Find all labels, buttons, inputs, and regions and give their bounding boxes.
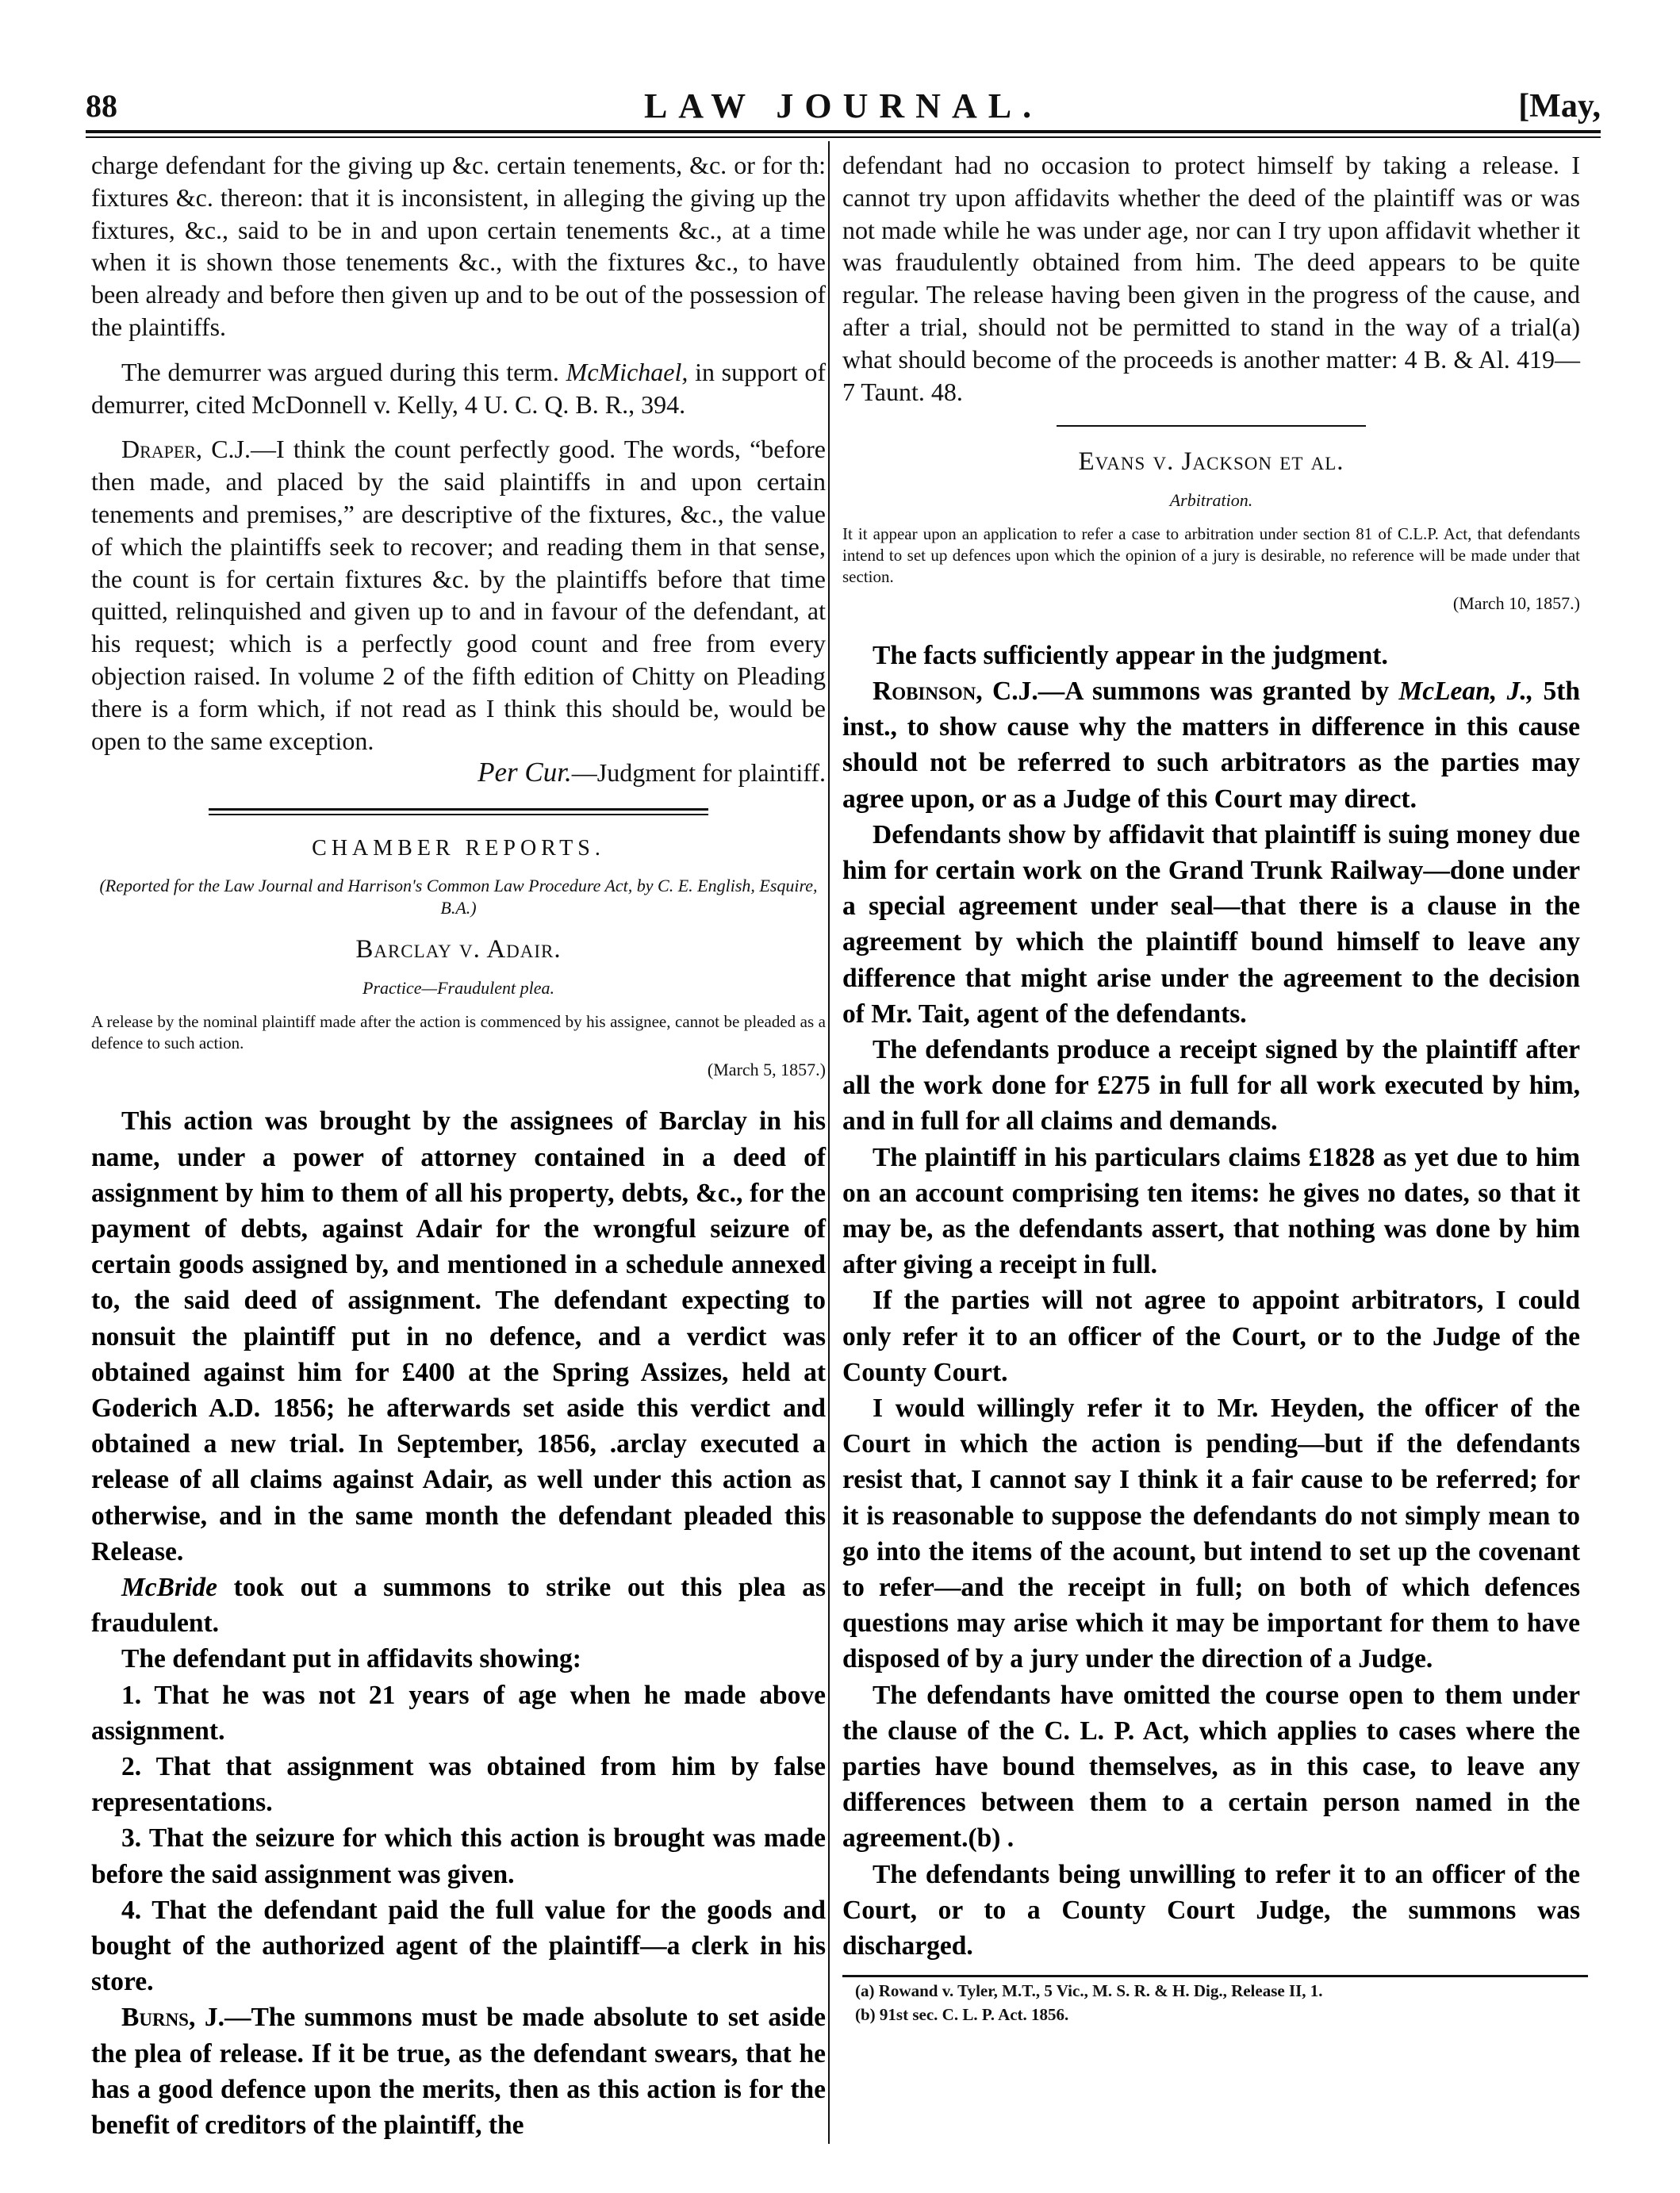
left-column [91,149,826,2143]
paragraph: The defendants being unwilling to refer it to an officer of the Court, or to a County Court Judge, the summons was discharged. [842,1859,1580,1961]
column-divider [828,141,830,2144]
paragraph: This action was brought by the assignees of Barclay in his name, under a power of attorney contained in a deed of assignment by him to them of all his property, debts, &c., for the payment of debts, against Adair for the wrongful seizure of certain goods assigned by, and mentioned in a schedule annexed to, the said deed of assignment. The defendant expecting to nonsuit the plaintiff put in no defence, and a verdict was obtained against him for £400 at the Spring Assizes, held at Goderich A.D. 1856; he afterwards set aside this verdict and obtained a new trial. In September, 1856, .arclay executed a release of all claims against Adair, as well under this action as otherwise, and in the same month the defendant pleaded this Release. [91,1106,826,1566]
issue-month: [May, [1518,88,1601,125]
case-title: Barclay v. Adair. [355,934,562,964]
right-column [842,149,1580,2028]
case-subject: Arbitration. [1169,490,1253,511]
footnote: (a) Rowand v. Tyler, M.T., 5 Vic., M. S. R. & H. Dig., Release II, 1. [855,1981,1323,2001]
paragraph: The facts sufficiently appear in the judgment. [873,640,1388,670]
judgment-paragraph: Draper, C.J.—I think the count perfectly good. The words, “before then made, and placed by the said plaintiffs in and upon certain tenements and premises,” are descriptive of the fixtures, &c., the value of which the plaintiffs seek to recover; and reading them in that sense, the count is for certain fixtures &c. by the plaintiffs before that time quitted, relinquished and given up to and in favour of the defendant, at his request; which is a perfectly good count and free from every objection raised. In volume 2 of the fifth edition of Chitty on Pleading there is a form which, if not read as I think this should be, would be open to the same exception. [91,435,827,755]
paragraph: The defendant put in affidavits showing: [121,1644,581,1674]
section-subtitle: (Reported for the Law Journal and Harrison's Common Law Procedure Act, by C. E. English, Esquire, B.A.) [99,875,818,918]
judge-name: Burns, [121,2003,196,2033]
paragraph: The defendants have omitted the course open to them under the clause of the C. L. P. Act, which applies to cases where the parties have bound themselves, as in this case, to leave any differences between them to a certain person named in the agreement.(b) . [842,1680,1580,1854]
paragraph: The plaintiff in his particulars claims £1828 as yet due to him on an account comprising ten items: he gives no dates, so that it may be, as the defendants assert, that nothing was done by him after giving a receipt in full. [842,1142,1580,1280]
list-item: 4. That the defendant paid the full value for the goods and bought of the authorized agent of the plaintiff—a clerk in his store. [91,1895,826,1997]
paragraph: If the parties will not agree to appoint arbitrators, I could only refer it to an officer of the Court, or to the Judge of the County Court. [842,1286,1580,1387]
counsel-name: McMichael, [566,357,688,386]
list-item: 3. That the seizure for which this action is brought was made before the said assignment was given. [91,1823,826,1889]
case-date: (March 5, 1857.) [707,1059,826,1079]
headnote: It it appear upon an application to refer a case to arbitration under section 81 of C.L.P. Act, that defendants intend to set up defences upon which the opinion of a jury is desirable, no reference will be made under that section. [842,523,1580,586]
list-item: 1. That he was not 21 years of age when he made above assignment. [91,1680,826,1746]
judge-name: McLean, J., [1398,676,1534,706]
judgment-paragraph: Burns, J.—The summons must be made absolute to set aside the plea of release. If it be true, as the defendant swears, that he has a good defence upon the merits, then as this action is for the benefit of creditors of the plaintiff, the [91,2003,826,2141]
paragraph: Defendants show by affidavit that plaintiff is suing money due him for certain work on the Grand Trunk Railway—done under a special agreement under seal—that there is a clause in the agreement by which the plaintiff bound himself to leave any difference that might arise under the agreement to the decision of Mr. Tait, agent of the defendants. [842,819,1580,1029]
page-header [86,79,1601,135]
case-body [91,1103,826,2143]
judge-name: Robinson, [873,676,983,706]
case-subject: Practice—Fraudulent plea. [362,977,554,998]
footnote: (b) 91st sec. C. L. P. Act. 1856. [855,2005,1069,2025]
judgment-paragraph: Robinson, C.J.—A summons was granted by McLean, J., 5th inst., to show cause why the matters in difference in this cause should not be referred to such arbitrators as the parties may agree upon, or as a Judge of this Court may direct. [842,676,1581,814]
paragraph: McBride took out a summons to strike out this plea as fraudulent. [91,1572,827,1639]
paragraph: The defendants produce a receipt signed by the plaintiff after all the work done for £275 in full for all work executed by him, and in full for all claims and demands. [842,1035,1580,1137]
paragraph: charge defendant for the giving up &c. certain tenements, &c. or for th: fixtures &c. thereon: that it is inconsistent, in alleging the giving up the fixtures, &c., said to be in and upon certain tenements &c., at a time when it is shown those tenements &c., with the fixtures &c., to have been already and before then given up and to be out of the possession of the plaintiffs. [91,151,826,341]
section-rule [209,808,708,811]
case-date: (March 10, 1857.) [1452,592,1580,613]
header-rule-thin [86,136,1601,138]
judge-name: Draper, [121,435,203,464]
section-rule-thin [209,814,708,815]
headnote: A release by the nominal plaintiff made after the action is commenced by his assignee, cannot be pleaded as a defence to such action. [91,1011,826,1052]
section-title: CHAMBER REPORTS. [312,836,605,861]
page-number: 88 [86,88,117,124]
paragraph: defendant had no occasion to protect himself by taking a release. I cannot try upon affidavits whether the deed of the plaintiff was or was not made while he was under age, nor can I try upon affidavit whether it was fraudulently obtained from him. The deed appears to be quite regular. The release having been given in the progress of the cause, and after a trial, should not be permitted to stand in the way of a trial(a) what should become of the proceeds is another matter: 4 B. & Al. 419—7 Taunt. 48. [842,151,1580,406]
case-title: Evans v. Jackson et al. [1078,447,1344,477]
header-rule [86,130,1601,133]
case-rule [1057,425,1366,427]
list-item: 2. That that assignment was obtained from him by false representations. [91,1751,826,1818]
judgment-line: Per Cur.—Judgment for plaintiff. [478,757,826,788]
paragraph: I would willingly refer it to Mr. Heyden, the officer of the Court in which the action is pending—but if the defendants resist that, I cannot say I think it a fair cause to be referred; for it is reasonable to suppose the defendants do not simply mean to go into the items of the acount, but intend to set up the covenant to refer—and the receipt in full; on both of which defences questions may arise which it may be important for them to have disposed of by a jury under the direction of a Judge. [842,1394,1580,1674]
paragraph: The demurrer was argued during this term. McMichael, in support of demurrer, cited McDonnell v. Kelly, 4 U. C. Q. B. R., 394. [91,357,827,419]
case-body [842,638,1580,1965]
counsel-name: McBride [121,1572,217,1602]
journal-title: LAW JOURNAL. [643,86,1043,125]
